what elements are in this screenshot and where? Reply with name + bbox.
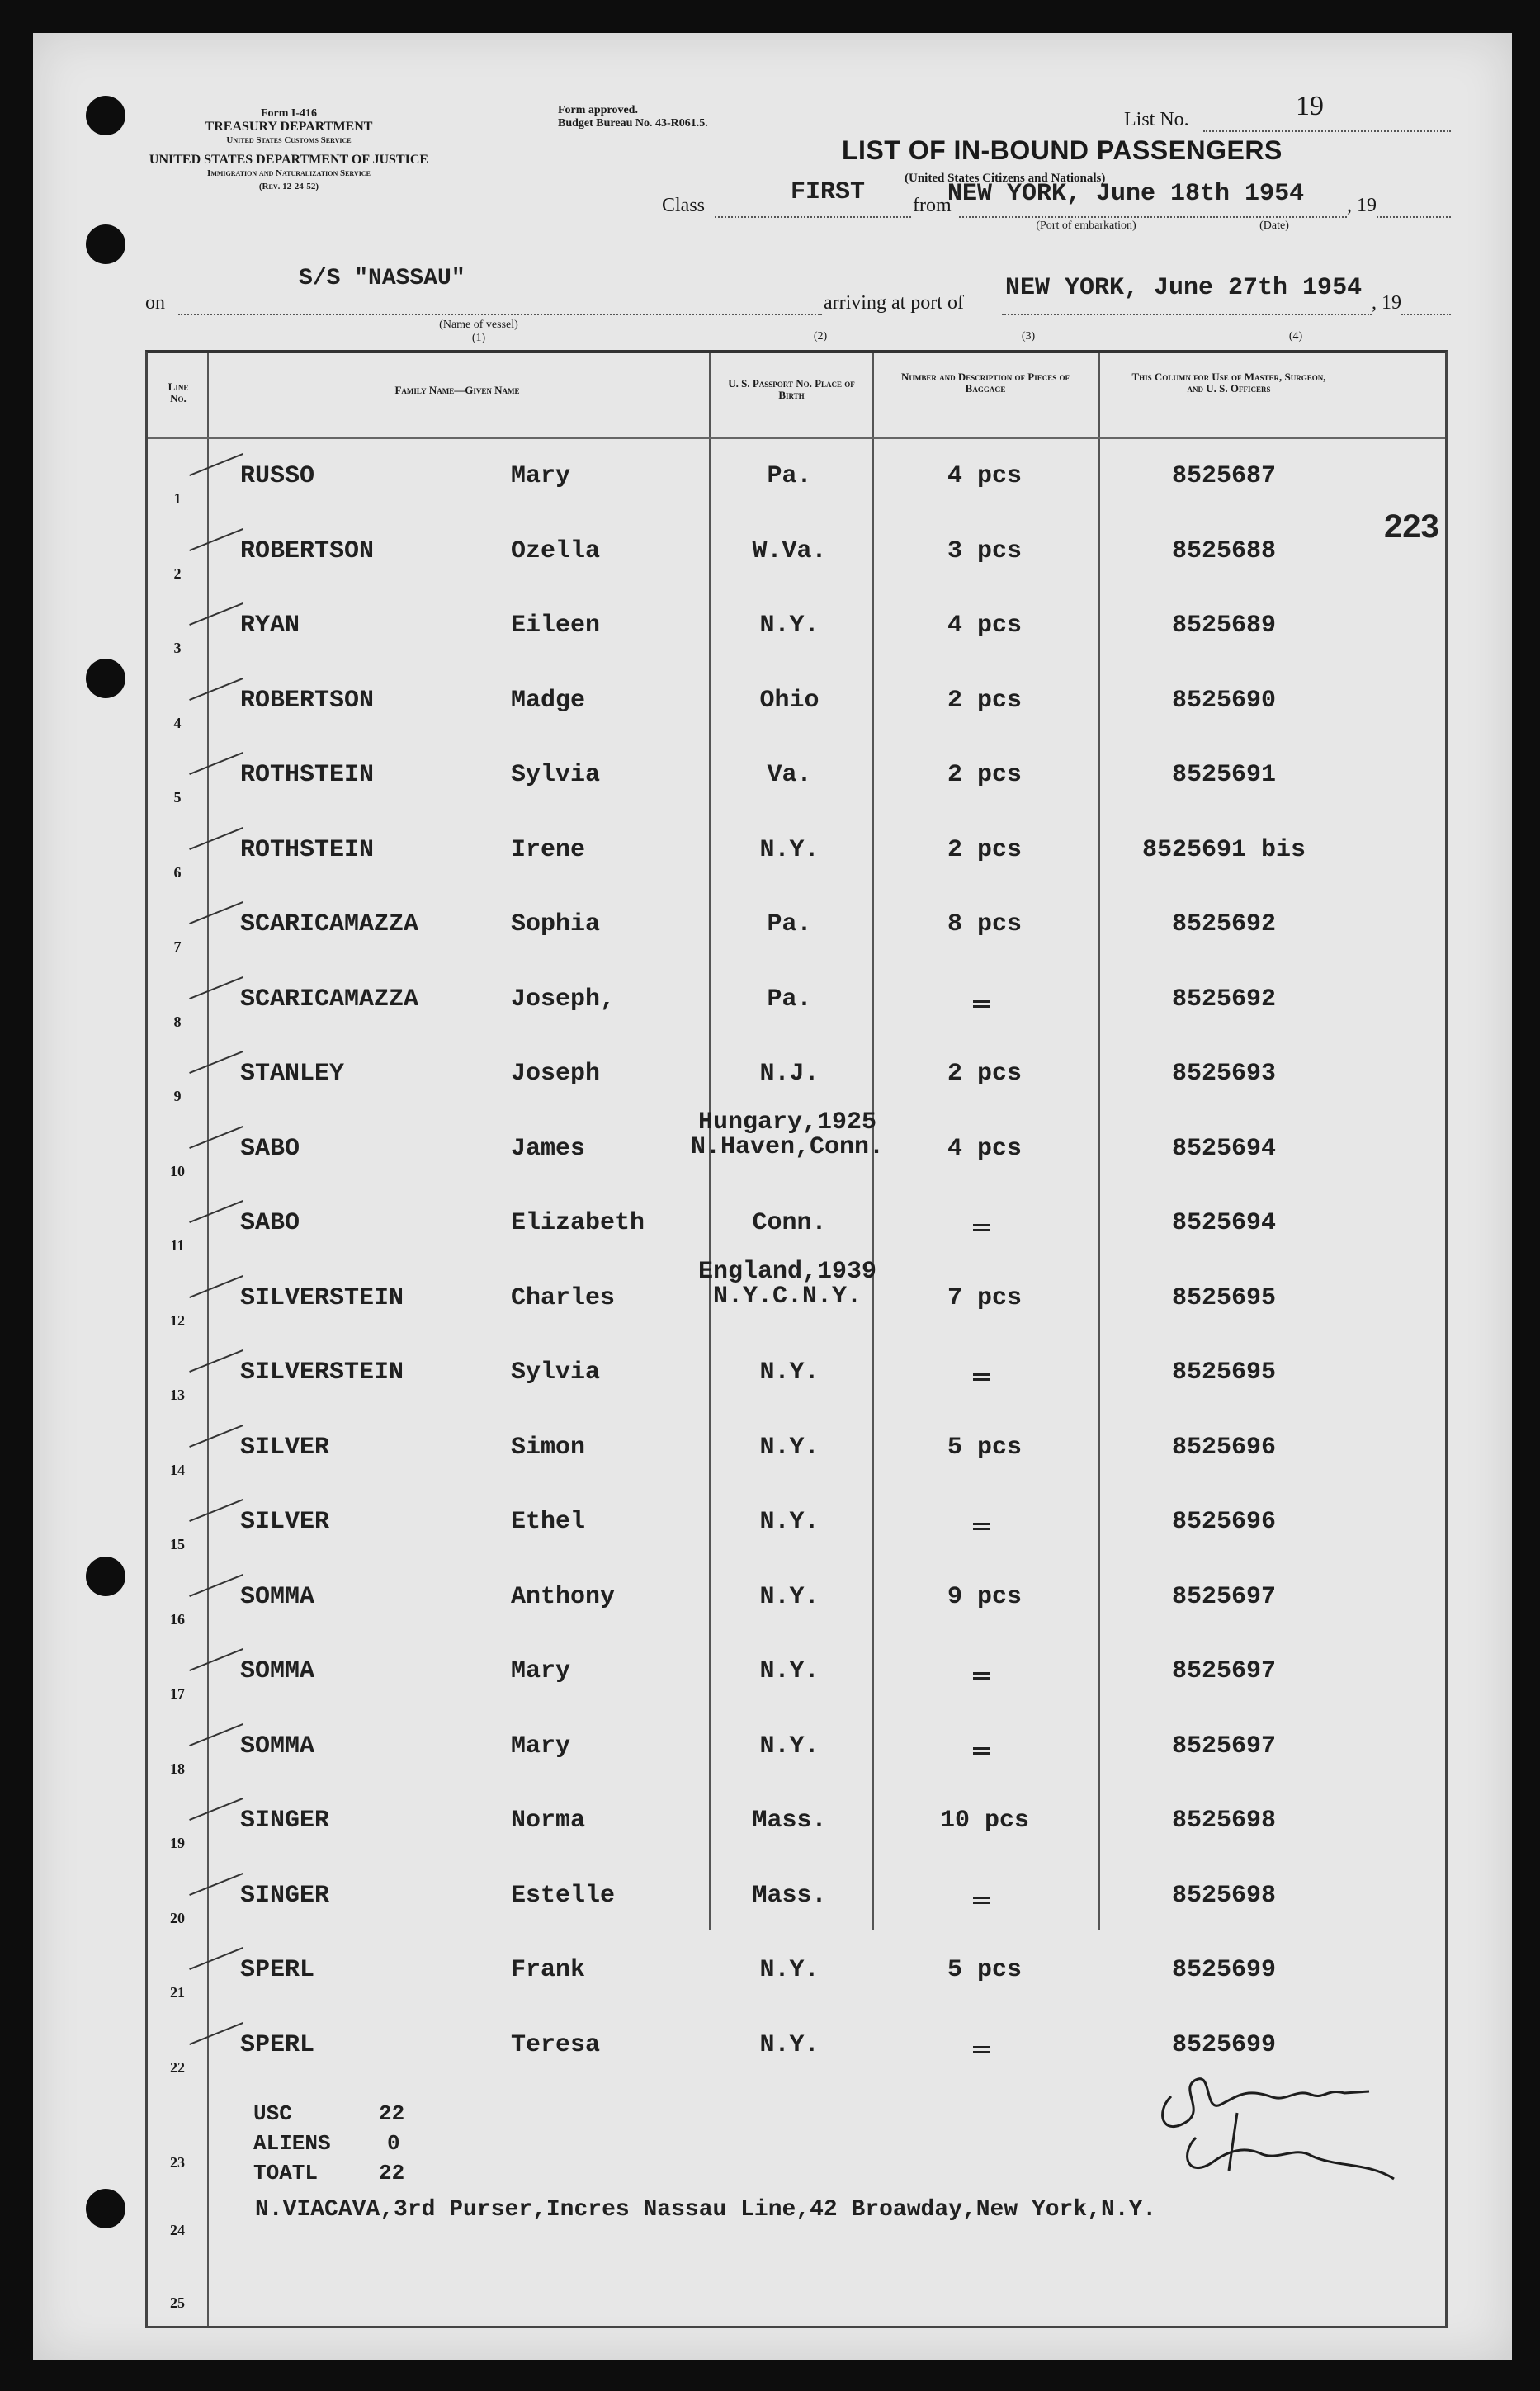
family-name: SILVERSTEIN [240, 1283, 404, 1312]
header-name: Family Name—Given Name [394, 384, 520, 396]
baggage-count: 2 pcs [947, 835, 1022, 864]
table-row [148, 1186, 1445, 1260]
officer-number: 8525697 [1171, 1732, 1277, 1760]
punch-hole [86, 96, 125, 135]
check-mark [189, 1274, 243, 1297]
total-label: TOATL [253, 2161, 319, 2185]
officer-number: 8525698 [1171, 1807, 1277, 1835]
family-name: SILVER [240, 1433, 330, 1462]
from-label: from [913, 195, 952, 216]
line-number: 2 [173, 565, 182, 582]
place-of-birth: Pa. [767, 985, 812, 1014]
given-name: Simon [511, 1433, 586, 1462]
place-of-birth: N.Y. [759, 835, 820, 864]
header-line-no: Line No. [168, 380, 189, 404]
line-number: 1 [173, 490, 182, 507]
baggage-count: 3 pcs [947, 536, 1022, 565]
given-name: Elizabeth [511, 1209, 645, 1237]
list-no-label: List No. [1124, 109, 1189, 130]
page-subtitle: (United States Citizens and Nationals) [905, 172, 1106, 185]
arriving-label: arriving at port of [824, 292, 964, 314]
table-row [148, 1634, 1445, 1708]
table-row [148, 439, 1445, 513]
place-of-birth: N.Y. [759, 1657, 820, 1685]
vessel-value: S/S "NASSAU" [299, 266, 465, 291]
baggage-count: 2 pcs [947, 686, 1022, 715]
line-number: 15 [170, 1536, 185, 1552]
officer-number: 8525690 [1171, 686, 1277, 715]
check-mark [189, 677, 243, 700]
table-row [148, 514, 1445, 588]
list-no-line [1203, 130, 1451, 132]
given-name: Mary [511, 462, 571, 490]
baggage-count: 7 pcs [947, 1283, 1022, 1312]
given-name: James [511, 1134, 586, 1163]
budget-label: Budget Bureau No. 43-R061.5. [558, 117, 708, 130]
birth-line-1: England,1939 [697, 1257, 877, 1286]
ditto-mark [973, 1670, 990, 1682]
place-of-birth: Ohio [759, 686, 820, 715]
given-name: Mary [511, 1732, 571, 1760]
family-name: ROTHSTEIN [240, 761, 375, 789]
line-number: 10 [170, 1162, 185, 1179]
approval-block [558, 104, 789, 130]
list-no-value: 19 [1296, 91, 1324, 121]
table-row [148, 588, 1445, 663]
arriving-line [1002, 314, 1372, 315]
family-name: SILVERSTEIN [240, 1359, 404, 1387]
col-num-3: (3) [1021, 330, 1036, 343]
ditto-mark [973, 2044, 990, 2056]
table-row [148, 1560, 1445, 1634]
family-name: SINGER [240, 1807, 330, 1835]
officer-number: 8525694 [1171, 1134, 1277, 1163]
family-name: SINGER [240, 1881, 330, 1910]
form-page [33, 33, 1512, 2360]
given-name: Joseph [511, 1060, 601, 1088]
baggage-count: 4 pcs [947, 462, 1022, 490]
place-of-birth: N.Y. [759, 612, 820, 640]
officer-number: 8525692 [1171, 985, 1277, 1014]
family-name: ROBERTSON [240, 686, 375, 715]
table-row [148, 1257, 1445, 1335]
officer-number: 8525696 [1171, 1508, 1277, 1536]
officer-number: 8525694 [1171, 1209, 1277, 1237]
line-number: 3 [173, 640, 182, 656]
from-year-suffix: , 19 [1347, 195, 1377, 216]
officer-number: 8525692 [1171, 910, 1277, 938]
given-name: Sophia [511, 910, 601, 938]
birth-line-2: N.Haven,Conn. [690, 1132, 885, 1161]
place-of-birth: N.Y. [759, 1359, 820, 1387]
family-name: SOMMA [240, 1582, 315, 1611]
vessel-line [178, 314, 822, 315]
family-name: SPERL [240, 1956, 315, 1984]
given-name: Frank [511, 1956, 586, 1984]
punch-hole [86, 659, 125, 698]
check-mark [189, 2021, 243, 2044]
check-mark [189, 1573, 243, 1596]
family-name: RUSSO [240, 462, 315, 490]
check-mark [189, 1424, 243, 1447]
place-of-birth: Pa. [767, 462, 812, 490]
punch-hole [86, 224, 125, 264]
family-name: ROBERTSON [240, 536, 375, 565]
officer-number: 8525697 [1171, 1657, 1277, 1685]
officer-number: 8525698 [1171, 1881, 1277, 1910]
table-row [148, 1037, 1445, 1111]
check-mark [189, 1125, 243, 1148]
baggage-count: 2 pcs [947, 1060, 1022, 1088]
table-row [148, 962, 1445, 1037]
check-mark [189, 976, 243, 999]
line-number: 23 [170, 2154, 185, 2171]
line-number: 14 [170, 1461, 185, 1478]
officer-number: 8525693 [1171, 1060, 1277, 1088]
family-name: STANLEY [240, 1060, 345, 1088]
table-row [148, 664, 1445, 738]
from-year-line [1377, 216, 1451, 218]
place-of-birth: Va. [767, 761, 812, 789]
passenger-table [145, 350, 1448, 2328]
baggage-count: 5 pcs [947, 1956, 1022, 1984]
family-name: SOMMA [240, 1657, 315, 1685]
aliens-label: ALIENS [253, 2131, 331, 2156]
baggage-count: 10 pcs [939, 1807, 1030, 1835]
officer-number: 8525695 [1171, 1283, 1277, 1312]
baggage-count: 9 pcs [947, 1582, 1022, 1611]
rev-label: (Rev. 12-24-52) [258, 182, 319, 191]
place-of-birth: N.Y. [759, 1582, 820, 1611]
table-row [148, 1859, 1445, 1933]
table-row [148, 1108, 1445, 1186]
officer-number: 8525697 [1171, 1582, 1277, 1611]
table-row [148, 738, 1445, 812]
officer-number: 8525695 [1171, 1359, 1277, 1387]
check-mark [189, 1499, 243, 1522]
table-row [148, 1335, 1445, 1410]
place-of-birth: N.Y. [759, 2030, 820, 2059]
date-caption: (Date) [1259, 220, 1289, 232]
ditto-mark [973, 1746, 990, 1757]
port-embark-caption: (Port of embarkation) [1036, 220, 1136, 232]
line-number: 24 [170, 2222, 185, 2238]
officer-number: 8525699 [1171, 1956, 1277, 1984]
line-number: 17 [170, 1685, 185, 1702]
given-name: Sylvia [511, 761, 601, 789]
baggage-count: 2 pcs [947, 761, 1022, 789]
line-number: 6 [173, 863, 182, 881]
given-name: Eileen [511, 612, 601, 640]
from-value: NEW YORK, June 18th 1954 [947, 180, 1305, 208]
treasury-label: TREASURY DEPARTMENT [205, 120, 373, 134]
check-mark [189, 1722, 243, 1746]
given-name: Charles [511, 1283, 616, 1312]
officer-number: 8525699 [1171, 2030, 1277, 2059]
baggage-count: 4 pcs [947, 612, 1022, 640]
table-row [148, 887, 1445, 962]
agency-header [149, 107, 429, 147]
officer-number: 8525688 [1171, 536, 1277, 565]
check-mark [189, 752, 243, 775]
table-row [148, 1933, 1445, 2007]
officer-number: 8525689 [1171, 612, 1277, 640]
table-row [148, 1485, 1445, 1559]
check-mark [189, 527, 243, 550]
place-of-birth: Mass. [752, 1881, 827, 1910]
given-name: Sylvia [511, 1359, 601, 1387]
check-mark [189, 901, 243, 924]
customs-label: United States Customs Service [226, 135, 352, 145]
table-row [148, 1709, 1445, 1784]
list-stamp: 223 [1384, 508, 1439, 545]
purser-line: N.VIACAVA,3rd Purser,Incres Nassau Line,42 Broawday,New York,N.Y. [255, 2197, 1157, 2223]
place-of-birth: N.Y. [759, 1732, 820, 1760]
usc-value: 22 [379, 2101, 405, 2126]
check-mark [189, 453, 243, 476]
given-name: Madge [511, 686, 586, 715]
check-mark [189, 1872, 243, 1895]
table-row [148, 813, 1445, 887]
line-number: 8 [173, 1013, 182, 1030]
given-name: Norma [511, 1807, 586, 1835]
vessel-caption [421, 319, 536, 345]
check-mark [189, 1200, 243, 1223]
place-of-birth: W.Va. [752, 536, 827, 565]
family-name: RYAN [240, 612, 300, 640]
class-value: FIRST [791, 178, 866, 206]
place-of-birth [676, 1259, 899, 1309]
baggage-count: 5 pcs [947, 1433, 1022, 1462]
family-name: SABO [240, 1134, 300, 1163]
justice-header [140, 154, 437, 193]
place-of-birth: N.Y. [759, 1508, 820, 1536]
arriving-value: NEW YORK, June 27th 1954 [1005, 274, 1363, 302]
approved-label: Form approved. [558, 104, 638, 116]
family-name: SOMMA [240, 1732, 315, 1760]
arriving-year-line [1401, 314, 1451, 315]
family-name: SCARICAMAZZA [240, 910, 419, 938]
baggage-count: 8 pcs [947, 910, 1022, 938]
check-mark [189, 602, 243, 626]
place-of-birth: Conn. [752, 1209, 827, 1237]
given-name: Estelle [511, 1881, 616, 1910]
col-num-2: (2) [813, 330, 828, 343]
ditto-mark [973, 1372, 990, 1383]
line-number: 11 [170, 1237, 185, 1254]
line-number: 4 [173, 714, 182, 731]
check-mark [189, 826, 243, 849]
family-name: SABO [240, 1209, 300, 1237]
place-of-birth: N.Y. [759, 1956, 820, 1984]
officer-signature [1146, 2063, 1410, 2195]
baggage-count: 4 pcs [947, 1134, 1022, 1163]
form-number: Form I-416 [260, 107, 318, 120]
line-number: 9 [173, 1088, 182, 1104]
given-name: Ozella [511, 536, 601, 565]
line-number: 12 [170, 1311, 185, 1329]
header-passport: U. S. Passport No. Place of Birth [728, 377, 855, 401]
line-number: 7 [173, 938, 182, 955]
given-name: Teresa [511, 2030, 601, 2059]
total-value: 22 [379, 2161, 405, 2185]
place-of-birth: Pa. [767, 910, 812, 938]
header-officers: This Column for Use of Master, Surgeon, and U. S. Officers [1131, 371, 1326, 395]
officer-number: 8525696 [1171, 1433, 1277, 1462]
line-number: 25 [170, 2294, 185, 2311]
col-num-4: (4) [1288, 330, 1303, 343]
family-name: SILVER [240, 1508, 330, 1536]
table-row [148, 1411, 1445, 1485]
given-name: Joseph, [511, 985, 616, 1014]
check-mark [189, 1947, 243, 1970]
header-baggage: Number and Description of Pieces of Baggage [901, 371, 1070, 395]
place-of-birth: Mass. [752, 1807, 827, 1835]
from-line [959, 216, 1347, 218]
place-of-birth: N.J. [759, 1060, 820, 1088]
place-of-birth [676, 1110, 899, 1160]
vessel-caption-text: (Name of vessel) [439, 319, 518, 331]
table-row [148, 1784, 1445, 1858]
page-title: LIST OF IN-BOUND PASSENGERS [842, 135, 1283, 165]
ins-label: Immigration and Naturalization Service [207, 168, 371, 178]
given-name: Mary [511, 1657, 571, 1685]
officer-number: 8525691 bis [1141, 835, 1306, 864]
given-name: Ethel [511, 1508, 586, 1536]
class-label: Class [662, 195, 706, 216]
family-name: SPERL [240, 2030, 315, 2059]
officer-number: 8525691 [1171, 761, 1277, 789]
given-name: Anthony [511, 1582, 616, 1611]
col-num-1: (1) [471, 332, 486, 344]
aliens-value: 0 [387, 2131, 400, 2156]
ditto-mark [973, 1521, 990, 1533]
on-label: on [145, 292, 165, 314]
justice-label: UNITED STATES DEPARTMENT OF JUSTICE [149, 153, 429, 167]
line-number: 16 [170, 1610, 185, 1628]
ditto-mark [973, 1895, 990, 1907]
arriving-year-suffix: , 19 [1372, 292, 1401, 314]
birth-line-1: Hungary,1925 [697, 1108, 877, 1136]
birth-line-2: N.Y.C.N.Y. [712, 1282, 862, 1311]
ditto-mark [973, 1222, 990, 1234]
check-mark [189, 1051, 243, 1074]
line-number: 5 [173, 789, 182, 806]
check-mark [189, 1648, 243, 1671]
line-number: 21 [170, 1984, 185, 2001]
given-name: Irene [511, 835, 586, 864]
family-name: SCARICAMAZZA [240, 985, 419, 1014]
line-number: 18 [170, 1760, 185, 1777]
usc-label: USC [253, 2101, 292, 2126]
punch-hole [86, 2189, 125, 2228]
family-name: ROTHSTEIN [240, 835, 375, 864]
check-mark [189, 1798, 243, 1821]
class-line [715, 216, 911, 218]
line-number: 19 [170, 1835, 185, 1851]
line-number: 13 [170, 1387, 185, 1403]
line-number: 20 [170, 1909, 185, 1926]
place-of-birth: N.Y. [759, 1433, 820, 1462]
ditto-mark [973, 999, 990, 1010]
officer-number: 8525687 [1171, 462, 1277, 490]
punch-hole [86, 1557, 125, 1596]
line-number: 22 [170, 2058, 185, 2076]
check-mark [189, 1349, 243, 1373]
